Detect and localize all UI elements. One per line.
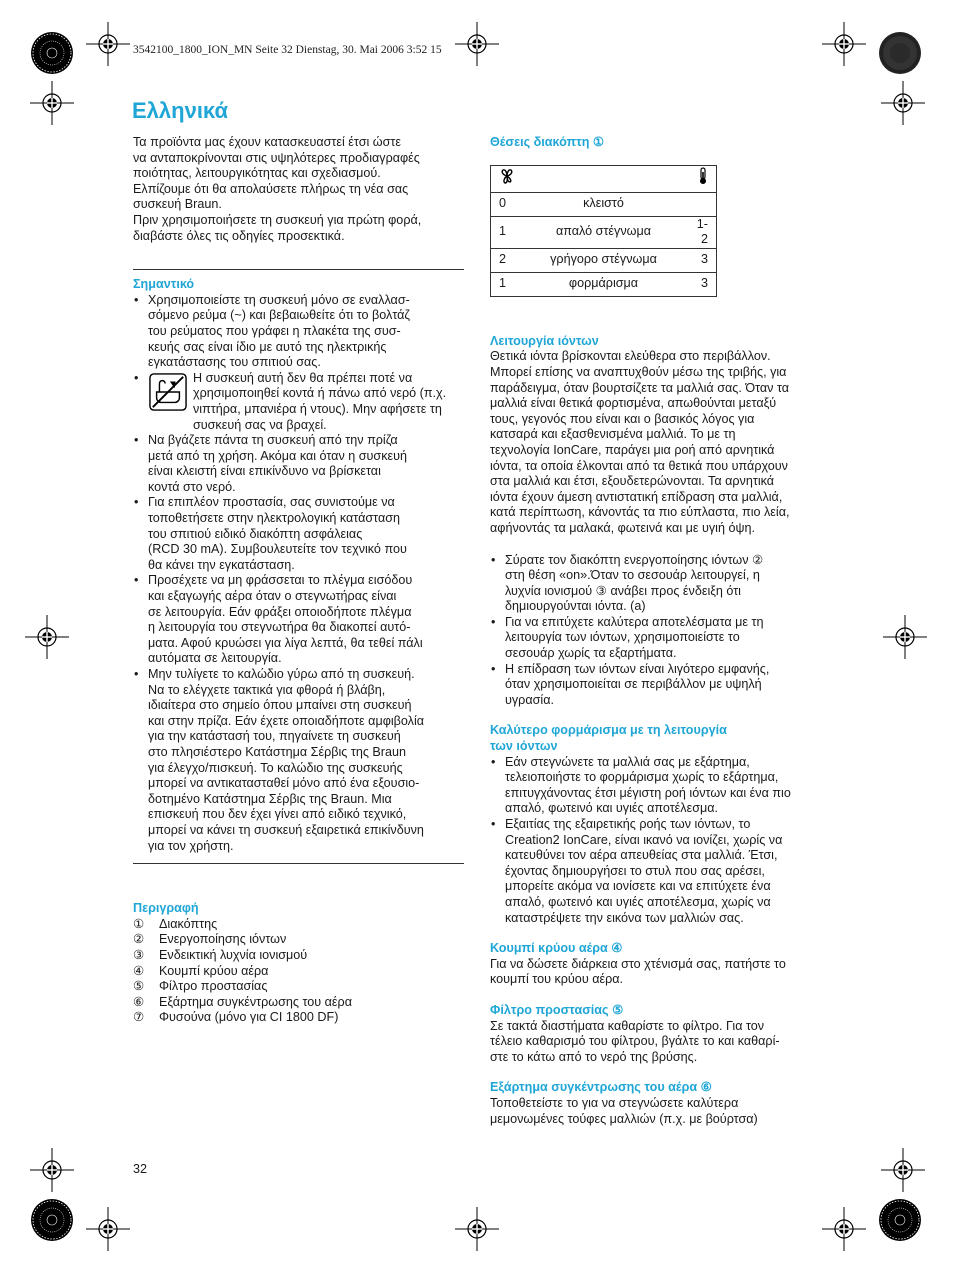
intro-line: Ελπίζουμε ότι θα απολαύσετε πλήρως τη νέα σας — [133, 181, 409, 196]
ion-function-body: Θετικά ιόντα βρίσκονται ελεύθερα στο περιβάλλον. Μπορεί επίσης να αναπτυχθούν μέσω της τριβής, για παράδειγμα, όταν βουρτσίζετε τα μαλλιά σας. Όταν τα μαλλιά είναι θετικά φορτισμένα, απωθούνται μεταξύ τους, γεγονός που είναι και ο βασικός λόγος για κατσαρά και εξασθενισμένα μαλλιά. Το με τη τεχνολογία IonCare, παράγει μια ροή από αρνητικά ιόντα, τα οποία έλκονται από τα θετικά που υπάρχουν στα μαλλιά και έτσι, εξουδετερώνονται. Τα αρνητικά ιόντα έχουν άμεση αντιστατική επίδραση στα μαλλιά, κατά περίπτωση, κάνοντάς τα πιο εύπλαστα, πιο λεία, αφήνοντάς τα μαλακά, φωτεινά και με υγιή όψη. — [490, 349, 790, 535]
switch-settings-table — [490, 165, 717, 297]
intro-paragraph — [133, 135, 464, 244]
concentrator-body: Τοποθετείστε το για να στεγνώσετε καλύτερα μεμονωμένες τούφες μαλλιών (π.χ. με βούρτσα) — [490, 1095, 758, 1126]
list-item: • Εξαιτίας της εξαιρετικής ροής των ιόντων, το Creation2 IonCare, είναι ικανό να ιονίζει, χωρίς να κατευθύνει τον αέρα απευθείας στα μαλλιά. Έτσι, έχοντας δημιουργήσει το στυλ που σας αρέσει, μπορείτε ακόμα να ιονίσετε και να επιτύχετε ένα απαλό, φωτεινό και υγιές αποτέλεσμα, χωρίς να καταστρέψετε την εικόνα των μαλλιών σας. — [490, 817, 822, 926]
list-item: ③ Ενδεικτική λυχνία ιονισμού — [133, 947, 308, 962]
list-item: ⑤ Φίλτρο προστασίας — [133, 979, 268, 994]
list-item: • Η επίδραση των ιόντων είναι λιγότερο εμφανής, όταν χρησιμοποιείται σε περιβάλλον με υψηλή υγρασία. — [490, 662, 822, 709]
cool-shot-body: Για να δώσετε διάρκεια στο χτένισμά σας, πατήστε το κουμπί του κρύου αέρα. — [490, 956, 786, 987]
filter-body: Σε τακτά διαστήματα καθαρίστε το φίλτρο. Για τον τέλειο καθαρισμό του φίλτρου, βγάλτε το και καθαρί- στε το κάτω από το νερό της βρύσης. — [490, 1018, 780, 1064]
list-item: • Προσέχετε να μη φράσσεται το πλέγμα εισόδου και εξαγωγής αέρα όταν ο στεγνωτήρας είναι σε λειτουργία. Εάν φράξει οποιοδήποτε πλέγμα η λειτουργία του στεγνωτήρα θα διακοπεί αυτό- ματα. Αφού κρυώσει για λίγα λεπτά, θα τεθεί πάλι αυτόματα σε λειτουργία. — [133, 573, 464, 667]
list-item: • Να βγάζετε πάντα τη συσκευή από την πρίζα μετά από τη χρήση. Ακόμα και όταν η συσκευή είναι κλειστή είναι επικίνδυνο να βρίσκεται κοντά στο νερό. — [133, 433, 464, 495]
better-styling-list — [490, 755, 822, 927]
intro-line: διαβάστε όλες τις οδηγίες προσεκτικά. — [133, 228, 345, 243]
intro-line: ποιότητας, λειτουργικότητας και σχεδιασμού. — [133, 166, 381, 181]
table-row: 0 κλειστό — [491, 192, 717, 216]
filter-heading: Φίλτρο προστασίας ⑤ — [490, 1002, 624, 1017]
important-list — [133, 293, 464, 854]
ion-function-heading: Λειτουργία ιόντων — [490, 333, 599, 348]
page-number: 32 — [133, 1162, 148, 1176]
divider — [133, 269, 464, 270]
important-heading: Σημαντικό — [133, 277, 195, 292]
better-styling-heading: Καλύτερο φορμάρισμα με τη λειτουργία των ιόντων — [490, 723, 727, 754]
table-row: 1 απαλό στέγνωμα 1-2 — [491, 216, 717, 248]
ion-function-list — [490, 553, 822, 709]
list-item: ⑥ Εξάρτημα συγκέντρωσης του αέρα — [133, 994, 352, 1009]
list-item: ② Ενεργοποίησης ιόντων — [133, 932, 287, 947]
intro-line: συσκευή Braun. — [133, 197, 222, 212]
thermometer-icon — [698, 167, 708, 185]
table-row: 1 φορμάρισμα 3 — [491, 272, 717, 296]
right-column — [490, 135, 822, 1127]
list-item: • Εάν στεγνώνετε τα μαλλιά σας με εξάρτημα, τελειοποιήστε το φορμάρισμα χωρίς το εξάρτημα, επιτυγχάνοντας έτσι μέγιστη ροή ιόντων και ένα πιο απαλό, φωτεινό και υγιές αποτέλεσμα. — [490, 755, 822, 817]
list-item: • Η συσκευή αυτή δεν θα πρέπει ποτέ να χρησιμοποιηθεί κοντά ή πάνω από νερό (π.χ. νιπτήρα, μπανιέρα ή ντους). Μην αφήσετε τη συσκευή σας να βραχεί. — [133, 371, 464, 433]
list-item: ⑦ Φυσούνα (μόνο για CI 1800 DF) — [133, 1010, 339, 1025]
no-water-warning-icon — [149, 373, 187, 411]
list-item: ① Διακόπτης — [133, 916, 218, 931]
list-item: • Για να επιτύχετε καλύτερα αποτελέσματα με τη λειτουργία των ιόντων, χρησιμοποιείστε το σεσουάρ χωρίς τα εξαρτήματα. — [490, 615, 822, 662]
list-item: • Μην τυλίγετε το καλώδιο γύρω από τη συσκευή. Να το ελέγχετε τακτικά για φθορά ή βλάβη, ιδιαίτερα στο σημείο όπου μπαίνει στη συσκευή και στην πρίζα. Εάν έχετε οποιαδήποτε αμφιβολία για την κατάστασή του, πηγαίνετε τη συσκευή στο πλησιέστερο Κατάστημα Σέρβις της Braun για έλεγχο/πισκευή. Το καλώδιο της συσκευής μπορεί να αντικατασταθεί μόνο από ένα εξουσιο- δοτημένο Κατάστημα Σέρβις της Braun. Μια επισκευή που δεν έχει γίνει από ειδικό τεχνικό, μπορεί να κάνει τη συσκευή εξαιρετικά επικίνδυνη για τον χρήστη. — [133, 667, 464, 854]
page-title: Ελληνικά — [132, 98, 228, 123]
intro-line: να ανταποκρίνονται στις υψηλότερες προδιαγραφές — [133, 150, 420, 165]
intro-line: Πριν χρησιμοποιήσετε τη συσκευή για πρώτη φορά, — [133, 212, 422, 227]
switch-settings-heading: Θέσεις διακόπτη ① — [490, 135, 605, 149]
list-item: • Χρησιμοποιείστε τη συσκευή μόνο σε εναλλασ- σόμενο ρεύμα (~) και βεβαιωθείτε ότι το βολτάζ του ρεύματος που γράφει η πλακέτα της συσ- κευής σας είναι ίδιο με αυτό της ηλεκτρικής εγκατάστασης του σπιτιού σας. — [133, 293, 464, 371]
table-row: 2 γρήγορο στέγνωμα 3 — [491, 248, 717, 272]
intro-line: Τα προϊόντα μας έχουν κατασκευαστεί έτσι ώστε — [133, 135, 401, 149]
fan-icon — [499, 168, 515, 184]
list-item: • Σύρατε τον διακόπτη ενεργοποίησης ιόντων ② στη θέση «on».Όταν το σεσουάρ λειτουργεί, η λυχνία ιονισμού ③ ανάβει προς ένδειξη ότι δημιουργούνται ιόντα. (a) — [490, 553, 822, 615]
divider — [133, 863, 464, 864]
cool-shot-heading: Κουμπί κρύου αέρα ④ — [490, 941, 623, 956]
list-item: • Για επιπλέον προστασία, σας συνιστούμε να τοποθετήσετε στην ηλεκτρολογική κατάσταση του σπιτιού ειδικό διακόπτη ασφάλειας (RCD 30 mA). Συμβουλευτείτε τον τεχνικό που θα κάνει την εγκατάσταση. — [133, 495, 464, 573]
left-column — [133, 135, 464, 1026]
description-list — [133, 917, 464, 1026]
concentrator-heading: Εξάρτημα συγκέντρωσης του αέρα ⑥ — [490, 1080, 712, 1095]
description-heading: Περιγραφή — [133, 901, 199, 916]
table-header-row — [491, 165, 717, 192]
list-item: ④ Κουμπί κρύου αέρα — [133, 963, 269, 978]
print-header: 3542100_1800_ION_MN Seite 32 Dienstag, 30. Mai 2006 3:52 15 — [133, 44, 442, 56]
